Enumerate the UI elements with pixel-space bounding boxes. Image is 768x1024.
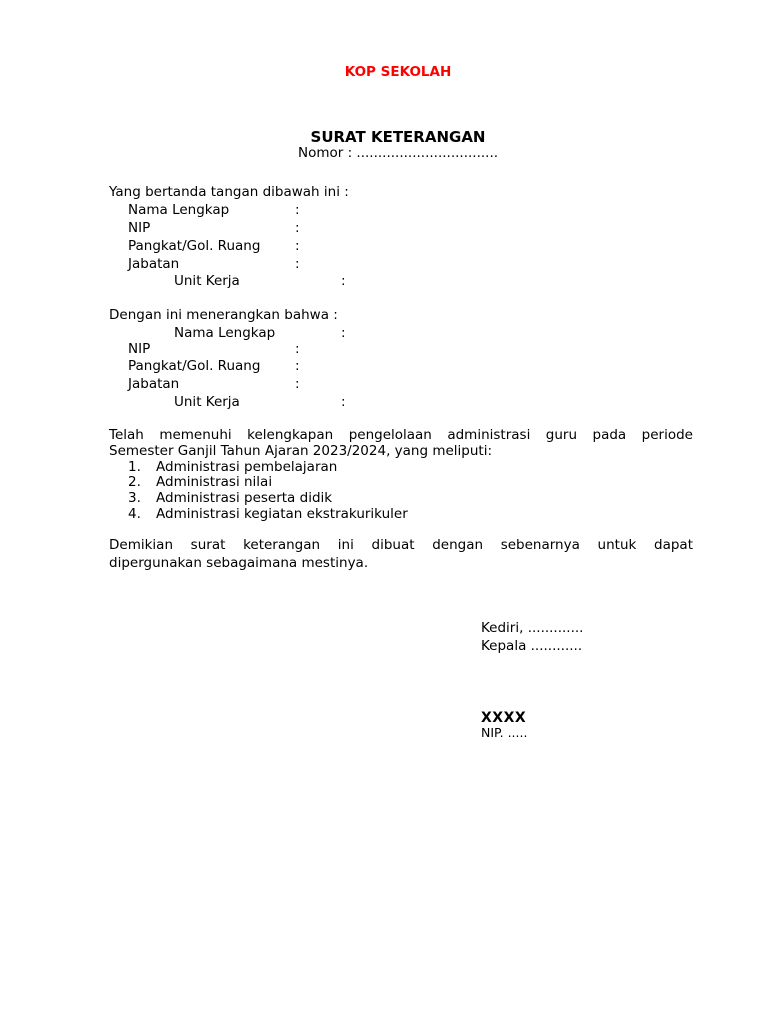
signatory-field-colon: : xyxy=(295,256,300,272)
list-item: Administrasi nilai xyxy=(156,474,273,490)
list-item: Administrasi pembelajaran xyxy=(156,459,338,475)
signatory-nip: NIP. ..... xyxy=(481,725,528,740)
closing-line: Demikian surat keterangan ini dibuat dengan sebenarnya untuk dapat xyxy=(109,537,693,553)
subject-field-colon: : xyxy=(341,325,346,341)
subject-field-label: Unit Kerja xyxy=(174,394,240,410)
list-item: Administrasi kegiatan ekstrakurikuler xyxy=(156,506,408,522)
signatory-field-label: Pangkat/Gol. Ruang xyxy=(128,238,261,254)
subject-field-label: Pangkat/Gol. Ruang xyxy=(128,358,261,374)
subject-field-colon: : xyxy=(295,358,300,374)
subject-field-colon: : xyxy=(295,341,300,357)
subject-field-colon: : xyxy=(295,376,300,392)
place-date: Kediri, ............. xyxy=(481,620,584,636)
signatory-position: Kepala ............ xyxy=(481,638,583,654)
signatory-field-label: Nama Lengkap xyxy=(128,202,230,218)
list-item-number: 3. xyxy=(128,490,141,506)
signatory-field-colon: : xyxy=(295,238,300,254)
list-item-number: 2. xyxy=(128,474,141,490)
list-item-number: 4. xyxy=(128,506,141,522)
subject-field-colon: : xyxy=(341,394,346,410)
subject-field-label: Jabatan xyxy=(128,376,180,392)
signatory-name: XXXX xyxy=(481,710,527,726)
signatory-field-label: NIP xyxy=(128,220,151,236)
statement-line: Telah memenuhi kelengkapan pengelolaan administrasi guru pada periode xyxy=(109,427,693,443)
signatory-field-colon: : xyxy=(341,273,346,289)
signatory-field-label: Unit Kerja xyxy=(174,273,240,289)
signatory-field-label: Jabatan xyxy=(128,256,180,272)
closing-line: dipergunakan sebagaimana mestinya. xyxy=(109,555,369,571)
signatory-intro: Yang bertanda tangan dibawah ini : xyxy=(109,184,349,200)
statement-line: Semester Ganjil Tahun Ajaran 2023/2024, yang meliputi: xyxy=(109,443,493,459)
school-letterhead: KOP SEKOLAH xyxy=(344,64,452,80)
list-item: Administrasi peserta didik xyxy=(156,490,333,506)
subject-intro: Dengan ini menerangkan bahwa : xyxy=(109,307,338,323)
subject-field-label: NIP xyxy=(128,341,151,357)
list-item-number: 1. xyxy=(128,459,141,475)
letter-title: SURAT KETERANGAN xyxy=(310,128,486,146)
signatory-field-colon: : xyxy=(295,220,300,236)
letter-number: Nomor : ................................. xyxy=(297,145,499,161)
signatory-field-colon: : xyxy=(295,202,300,218)
subject-field-label: Nama Lengkap xyxy=(174,325,276,341)
